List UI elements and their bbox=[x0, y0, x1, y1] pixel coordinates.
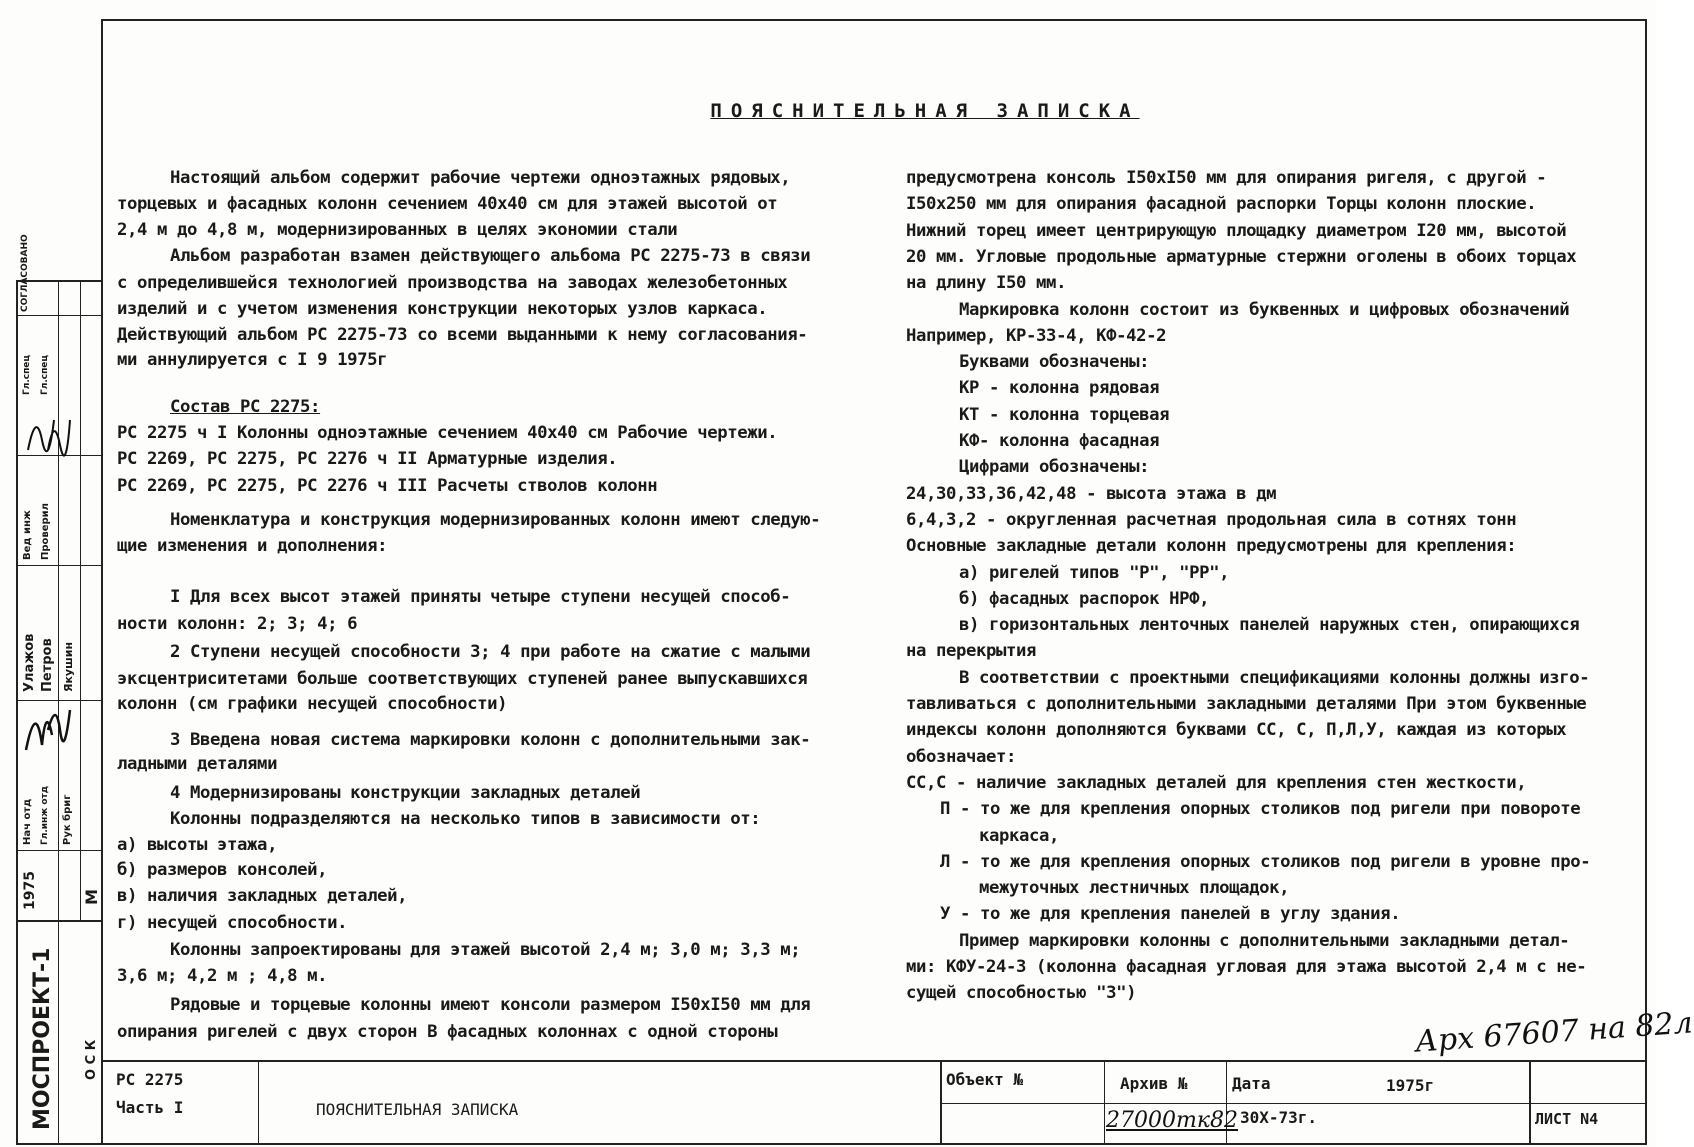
text-line: I Для всех высот этажей приняты четыре ступени несущей способ- bbox=[170, 587, 791, 607]
title-block-row bbox=[940, 1103, 1647, 1104]
text-line: Цифрами обозначены: bbox=[959, 457, 1150, 478]
text-line: индексы колонн дополняются буквами СС, С, П,Л,У, каждая из которых bbox=[906, 720, 1567, 741]
frame-top bbox=[101, 19, 1647, 21]
text-line: I50х250 мм для опирания фасадной распорки Торцы колонн плоские. bbox=[906, 194, 1537, 215]
text-line: Основные закладные детали колонн предусмотрены для крепления: bbox=[906, 536, 1517, 557]
text-line: Настоящий альбом содержит рабочие чертежи одноэтажных рядовых, bbox=[170, 168, 791, 188]
text-line: 24,30,33,36,42,48 - высота этажа в дм bbox=[906, 483, 1277, 504]
text-line: на перекрытия bbox=[906, 641, 1037, 662]
date-label: Дата bbox=[1232, 1074, 1271, 1093]
text-line: опирания ригелей с двух сторон В фасадных колоннах с одной стороны bbox=[117, 1022, 778, 1042]
text-line: 2,4 м до 4,8 м, модернизированных в целях экономии стали bbox=[117, 220, 678, 240]
stamp-name: Улажов bbox=[22, 633, 37, 692]
stamp-name: Петров bbox=[40, 638, 55, 692]
text-line: щие изменения и дополнения: bbox=[117, 536, 388, 556]
text-line: КФ- колонна фасадная bbox=[959, 431, 1160, 451]
text-line: ности колонн: 2; 3; 4; 6 bbox=[117, 614, 358, 634]
stamp-department: О С К bbox=[84, 1039, 99, 1080]
archive-label: Архив № bbox=[1120, 1074, 1188, 1093]
text-line: Колонны запроектированы для этажей высотой 2,4 м; 3,0 м; 3,3 м; bbox=[170, 940, 801, 960]
frame-left bbox=[101, 19, 103, 1145]
sheet-title: ПОЯСНИТЕЛЬНАЯ ЗАПИСКА bbox=[316, 1100, 519, 1119]
text-line: У - то же для крепления панелей в углу здания. bbox=[940, 904, 1401, 925]
text-line: сущей способностью "3") bbox=[906, 983, 1137, 1004]
stamp-row bbox=[16, 920, 102, 922]
stamp-role: Гл.спец bbox=[22, 354, 32, 395]
text-line: обозначает: bbox=[906, 746, 1017, 767]
text-line: П - то же для крепления опорных столиков под ригели при повороте bbox=[940, 799, 1581, 820]
text-line: б) фасадных распорок НРФ, bbox=[959, 588, 1210, 609]
album-part: Часть I bbox=[116, 1098, 184, 1117]
sheet-number: ЛИСТ N4 bbox=[1535, 1110, 1599, 1128]
text-line: 20 мм. Угловые продольные арматурные стержни оголены в обоих торцах bbox=[906, 246, 1577, 267]
frame-right bbox=[1645, 19, 1647, 1145]
text-line: а) ригелей типов "Р", "РР", bbox=[959, 562, 1230, 583]
year-value: 1975г bbox=[1386, 1076, 1435, 1095]
text-line: в) наличия закладных деталей, bbox=[117, 886, 408, 906]
object-label: Объект № bbox=[946, 1070, 1024, 1089]
text-line: б) размеров консолей, bbox=[117, 860, 328, 880]
text-line: тавливаться с дополнительными закладными деталями При этом буквенные bbox=[906, 694, 1587, 714]
text-line: В соответствии с проектными спецификациями колонны должны изго- bbox=[959, 667, 1590, 688]
text-line: 2 Ступени несущей способности 3; 4 при работе на сжатие с малыми bbox=[170, 642, 811, 662]
stamp-organization: МОСПРОЕКТ-1 bbox=[30, 947, 55, 1130]
stamp-name: Якушин bbox=[62, 641, 75, 692]
text-line: Рядовые и торцевые колонны имеют консоли размером I50хI50 мм для bbox=[170, 995, 811, 1015]
stamp-letter: М bbox=[82, 889, 101, 905]
stamp-row bbox=[16, 315, 102, 316]
text-line: Номенклатура и конструкция модернизированных колонн имеют следую- bbox=[170, 510, 821, 530]
text-line: 6,4,3,2 - округленная расчетная продольная сила в сотнях тонн bbox=[906, 509, 1517, 530]
stamp-year: 1975 bbox=[22, 871, 38, 910]
text-line: 3,6 м; 4,2 м ; 4,8 м. bbox=[117, 966, 328, 986]
stamp-agreed: СОГЛАСОВАНО bbox=[20, 234, 30, 312]
text-line: Маркировка колонн состоит из буквенных и цифровых обозначений bbox=[959, 299, 1570, 320]
text-line: Пример маркировки колонны с дополнительными закладными детал- bbox=[959, 930, 1570, 951]
stamp-role: Проверил bbox=[40, 503, 51, 560]
frame-bottom bbox=[16, 1143, 1647, 1145]
text-line: колонн (см графики несущей способности) bbox=[117, 694, 508, 714]
signatures bbox=[18, 390, 78, 770]
stamp-role: Гл.инж отд bbox=[40, 785, 50, 845]
text-line: в) горизонтальных ленточных панелей наружных стен, опирающихся bbox=[959, 615, 1580, 636]
text-line: Альбом разработан взамен действующего альбома РС 2275-73 в связи bbox=[170, 246, 811, 266]
text-line: на длину I50 мм. bbox=[906, 273, 1067, 294]
text-line: эксцентриситетами больше соответствующих ступеней ранее выпускавшихся bbox=[117, 669, 808, 689]
date-value: 30Х-73г. bbox=[1240, 1108, 1318, 1127]
stamp-role: Нач отд bbox=[22, 798, 33, 845]
stamp-role: Гл.спец bbox=[40, 354, 50, 395]
text-line: г) несущей способности. bbox=[117, 913, 348, 933]
text-line: Буквами обозначены: bbox=[959, 352, 1150, 373]
text-line: РС 2269, РС 2275, РС 2276 ч III Расчеты стволов колонн bbox=[117, 476, 658, 496]
archive-number: 27000тк82 bbox=[1106, 1108, 1238, 1133]
text-line: Колонны подразделяются на несколько типов в зависимости от: bbox=[170, 809, 761, 829]
text-line: РС 2269, РС 2275, РС 2276 ч II Арматурные изделия. bbox=[117, 449, 618, 469]
page-title: ПОЯСНИТЕЛЬНАЯ ЗАПИСКА bbox=[710, 100, 1140, 122]
text-line: торцевых и фасадных колонн сечением 40х40 см для этажей высотой от bbox=[117, 194, 778, 214]
stamp-row bbox=[16, 850, 102, 851]
text-line: а) высоты этажа, bbox=[117, 835, 278, 855]
text-line: межуточных лестничных площадок, bbox=[979, 878, 1290, 899]
stamp-role: Вед инж bbox=[22, 510, 33, 560]
text-line: Нижний торец имеет центрирующую площадку диаметром I20 мм, высотой bbox=[906, 220, 1567, 241]
stamp-role: Рук бриг bbox=[62, 794, 73, 845]
text-line: 4 Модернизированы конструкции закладных деталей bbox=[170, 783, 641, 803]
album-code: РС 2275 bbox=[116, 1070, 184, 1089]
text-line: РС 2275 ч I Колонны одноэтажные сечением 40х40 см Рабочие чертежи. bbox=[117, 423, 778, 443]
title-block-divider bbox=[258, 1060, 259, 1145]
text-line: Л - то же для крепления опорных столиков под ригели в уровне про- bbox=[940, 851, 1591, 872]
text-line: Состав РС 2275: bbox=[170, 397, 321, 417]
text-line: изделий и с учетом изменения конструкции некоторых узлов каркаса. bbox=[117, 299, 768, 319]
archive-note: Арх 67607 на 82л bbox=[1414, 1005, 1694, 1060]
text-line: ми аннулируется с I 9 1975г bbox=[117, 350, 388, 370]
text-line: КТ - колонна торцевая bbox=[959, 404, 1170, 425]
text-line: 3 Введена новая система маркировки колонн с дополнительными зак- bbox=[170, 730, 811, 750]
text-line: каркаса, bbox=[979, 825, 1060, 846]
text-line: Действующий альбом РС 2275-73 со всеми выданными к нему согласования- bbox=[117, 325, 808, 345]
text-line: ладными деталями bbox=[117, 754, 278, 774]
text-line: СС,С - наличие закладных деталей для крепления стен жесткости, bbox=[906, 772, 1527, 793]
text-line: КР - колонна рядовая bbox=[959, 378, 1160, 399]
text-line: с определившейся технологией производства на заводах железобетонных bbox=[117, 273, 788, 293]
text-line: предусмотрена консоль I50хI50 мм для опирания ригеля, с другой - bbox=[906, 168, 1547, 188]
text-line: Например, КР-33-4, КФ-42-2 bbox=[906, 325, 1167, 346]
stamp-divider bbox=[80, 280, 81, 920]
title-block-top bbox=[101, 1060, 1647, 1062]
text-line: ми: КФУ-24-3 (колонна фасадная угловая для этажа высотой 2,4 м с не- bbox=[906, 957, 1587, 977]
